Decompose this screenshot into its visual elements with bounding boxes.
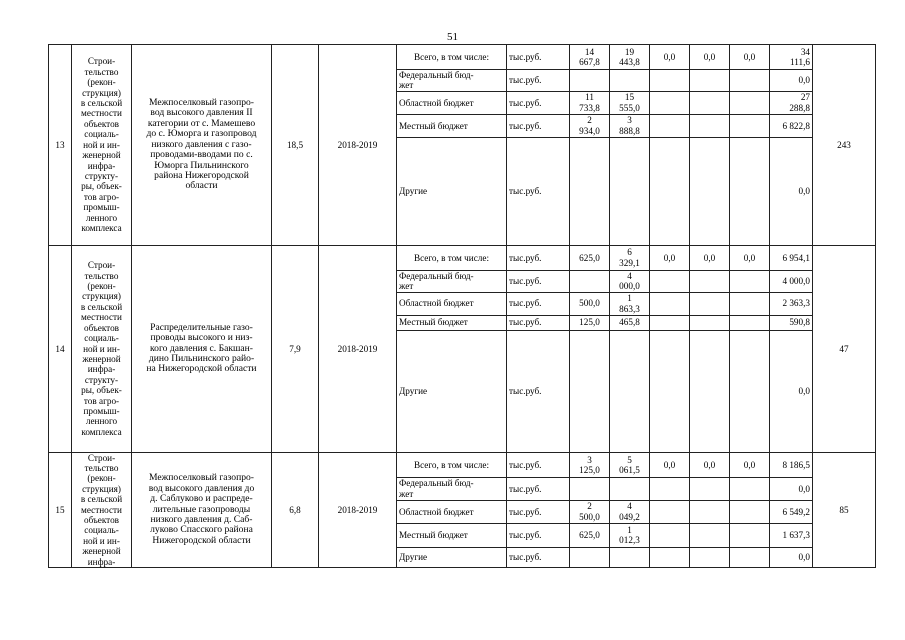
value-total: 2 363,3: [770, 292, 813, 315]
length-km: 7,9: [272, 245, 319, 452]
value-year-4: 0,0: [690, 45, 730, 70]
value-year-2: [610, 70, 650, 92]
row-number: 13: [49, 45, 72, 246]
value-year-2: [610, 547, 650, 568]
value-year-4: [690, 114, 730, 137]
row-number: 15: [49, 452, 72, 567]
implementation-period: 2018-2019: [319, 452, 397, 567]
funding-source-label: Другие: [397, 330, 507, 452]
implementation-period: 2018-2019: [319, 245, 397, 452]
funding-source-label: Федеральный бюд- жет: [397, 70, 507, 92]
value-year-1: 3 125,0: [570, 452, 610, 478]
value-year-1: 625,0: [570, 524, 610, 548]
value-year-1: [570, 70, 610, 92]
value-year-4: [690, 137, 730, 245]
value-year-5: [730, 292, 770, 315]
value-year-2: 1 863,3: [610, 292, 650, 315]
object-type-label: Строи- тельство (рекон- струкция) в сельской местности объектов социаль- ной и ин- женерной инфра-: [72, 452, 132, 567]
value-total: 1 637,3: [770, 524, 813, 548]
value-year-5: [730, 114, 770, 137]
value-year-5: 0,0: [730, 245, 770, 270]
value-year-4: [690, 500, 730, 524]
funding-source-label: Местный бюджет: [397, 524, 507, 548]
value-total: 0,0: [770, 478, 813, 500]
value-year-3: [650, 478, 690, 500]
value-total: 0,0: [770, 330, 813, 452]
value-year-5: [730, 315, 770, 330]
table-row: [49, 45, 876, 70]
value-total: 6 549,2: [770, 500, 813, 524]
value-year-5: [730, 330, 770, 452]
value-year-3: 0,0: [650, 45, 690, 70]
funding-source-label: Местный бюджет: [397, 114, 507, 137]
table-row: [49, 452, 876, 478]
unit-label: тыс.руб.: [507, 330, 570, 452]
value-year-1: 625,0: [570, 245, 610, 270]
value-year-4: [690, 91, 730, 114]
value-year-5: [730, 547, 770, 568]
table-row: [49, 245, 876, 270]
value-year-1: [570, 547, 610, 568]
unit-label: тыс.руб.: [507, 452, 570, 478]
investment-table: [48, 44, 876, 568]
value-total: 4 000,0: [770, 270, 813, 292]
value-year-1: [570, 478, 610, 500]
funding-source-label: Областной бюджет: [397, 292, 507, 315]
value-year-2: [610, 330, 650, 452]
value-total: 0,0: [770, 137, 813, 245]
funding-source-label: Федеральный бюд- жет: [397, 270, 507, 292]
value-year-3: [650, 330, 690, 452]
unit-label: тыс.руб.: [507, 45, 570, 70]
value-year-1: [570, 330, 610, 452]
value-year-5: [730, 137, 770, 245]
value-total: 590,8: [770, 315, 813, 330]
value-year-5: 0,0: [730, 45, 770, 70]
value-year-3: [650, 315, 690, 330]
funding-source-label: Федеральный бюд- жет: [397, 478, 507, 500]
object-description: Межпоселковый газопро- вод высокого давления до д. Саблуково и распреде- лительные газопроводы низкого давления д. Саб- луково Спасского района Нижегородской области: [132, 452, 272, 567]
length-km: 18,5: [272, 45, 319, 246]
implementation-period: 2018-2019: [319, 45, 397, 246]
value-year-3: 0,0: [650, 452, 690, 478]
value-year-4: [690, 524, 730, 548]
value-year-3: [650, 137, 690, 245]
funding-source-label: Всего, в том числе:: [397, 45, 507, 70]
value-year-2: 4 000,0: [610, 270, 650, 292]
value-total: 27 288,8: [770, 91, 813, 114]
object-description: Межпоселковый газопро- вод высокого давления II категории от с. Мамешево до с. Юморга и газопровод низкого давления с газо- проводами-вводами по с. Юморга Пильнинского района Нижегородской области: [132, 45, 272, 246]
value-year-3: [650, 524, 690, 548]
object-description: Распределительные газо- проводы высокого и низ- кого давления с. Бакшан- дино Пильнинского райо- на Нижегородской области: [132, 245, 272, 452]
value-year-3: [650, 114, 690, 137]
unit-label: тыс.руб.: [507, 270, 570, 292]
unit-label: тыс.руб.: [507, 315, 570, 330]
value-year-3: [650, 70, 690, 92]
value-year-3: [650, 500, 690, 524]
funding-source-label: Областной бюджет: [397, 500, 507, 524]
value-year-4: [690, 270, 730, 292]
unit-label: тыс.руб.: [507, 91, 570, 114]
unit-label: тыс.руб.: [507, 70, 570, 92]
object-type-label: Строи- тельство (рекон- струкция) в сельской местности объектов социаль- ной и ин- женерной инфра- структу- ры, объек- тов агро- промыш- ленного комплекса: [72, 245, 132, 452]
funding-source-label: Всего, в том числе:: [397, 452, 507, 478]
value-year-4: [690, 330, 730, 452]
value-year-2: 1 012,3: [610, 524, 650, 548]
unit-label: тыс.руб.: [507, 245, 570, 270]
value-year-4: [690, 478, 730, 500]
value-year-5: [730, 70, 770, 92]
result-indicator: 47: [813, 245, 876, 452]
value-year-2: 465,8: [610, 315, 650, 330]
funding-source-label: Другие: [397, 137, 507, 245]
table-body: [49, 45, 876, 568]
value-year-5: [730, 524, 770, 548]
value-year-2: 19 443,8: [610, 45, 650, 70]
value-year-5: [730, 478, 770, 500]
value-year-4: [690, 547, 730, 568]
value-year-5: 0,0: [730, 452, 770, 478]
funding-source-label: Местный бюджет: [397, 315, 507, 330]
value-year-1: 11 733,8: [570, 91, 610, 114]
unit-label: тыс.руб.: [507, 547, 570, 568]
value-year-1: [570, 270, 610, 292]
value-year-2: 4 049,2: [610, 500, 650, 524]
value-year-4: [690, 315, 730, 330]
value-total: 34 111,6: [770, 45, 813, 70]
value-year-3: [650, 292, 690, 315]
value-year-2: 5 061,5: [610, 452, 650, 478]
unit-label: тыс.руб.: [507, 114, 570, 137]
value-total: 6 822,8: [770, 114, 813, 137]
page-number: 51: [447, 31, 458, 43]
value-year-5: [730, 500, 770, 524]
value-year-3: [650, 547, 690, 568]
value-year-1: 14 667,8: [570, 45, 610, 70]
funding-source-label: Областной бюджет: [397, 91, 507, 114]
result-indicator: 243: [813, 45, 876, 246]
value-year-3: [650, 91, 690, 114]
value-total: 0,0: [770, 70, 813, 92]
unit-label: тыс.руб.: [507, 500, 570, 524]
length-km: 6,8: [272, 452, 319, 567]
result-indicator: 85: [813, 452, 876, 567]
funding-source-label: Всего, в том числе:: [397, 245, 507, 270]
value-year-4: 0,0: [690, 452, 730, 478]
value-year-2: 3 888,8: [610, 114, 650, 137]
value-year-1: 500,0: [570, 292, 610, 315]
value-year-2: [610, 478, 650, 500]
value-year-2: 6 329,1: [610, 245, 650, 270]
object-type-label: Строи- тельство (рекон- струкция) в сельской местности объектов социаль- ной и ин- женерной инфра- структу- ры, объек- тов агро- промыш- ленного комплекса: [72, 45, 132, 246]
unit-label: тыс.руб.: [507, 137, 570, 245]
value-year-3: [650, 270, 690, 292]
value-year-2: [610, 137, 650, 245]
value-year-5: [730, 270, 770, 292]
funding-source-label: Другие: [397, 547, 507, 568]
value-year-4: 0,0: [690, 245, 730, 270]
value-total: 8 186,5: [770, 452, 813, 478]
unit-label: тыс.руб.: [507, 292, 570, 315]
value-year-1: [570, 137, 610, 245]
value-year-3: 0,0: [650, 245, 690, 270]
value-year-5: [730, 91, 770, 114]
unit-label: тыс.руб.: [507, 478, 570, 500]
value-year-4: [690, 70, 730, 92]
value-total: 6 954,1: [770, 245, 813, 270]
value-year-1: 125,0: [570, 315, 610, 330]
value-year-1: 2 934,0: [570, 114, 610, 137]
unit-label: тыс.руб.: [507, 524, 570, 548]
value-total: 0,0: [770, 547, 813, 568]
value-year-1: 2 500,0: [570, 500, 610, 524]
value-year-2: 15 555,0: [610, 91, 650, 114]
value-year-4: [690, 292, 730, 315]
row-number: 14: [49, 245, 72, 452]
